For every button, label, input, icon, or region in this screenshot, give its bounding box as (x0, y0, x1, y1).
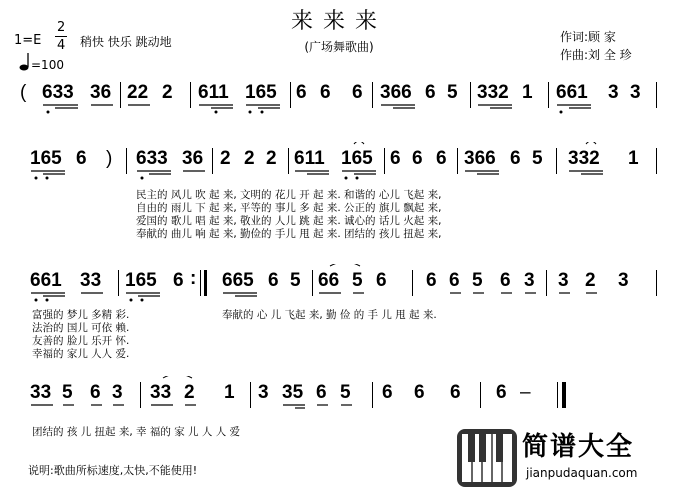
note-group: 661 (30, 270, 62, 291)
note-group: 2 (162, 82, 173, 103)
note: 5 (447, 82, 458, 103)
note: 1 (224, 382, 235, 403)
time-signature-top: 2 (57, 20, 66, 35)
note: 3 (630, 82, 641, 103)
note: 1 (522, 82, 533, 103)
note: 2 (266, 148, 277, 169)
note: 5 (340, 382, 351, 403)
lyric-line: 奉献的 曲儿 响 起 来, 勤俭的 手儿 甩 起 来. 团结的 孩儿 扭起 来, (136, 228, 442, 240)
note: 6 (425, 82, 436, 103)
note-group: 633 (136, 148, 168, 169)
note: 6 (449, 270, 460, 291)
site-url: jianpudaquan.com (526, 466, 638, 480)
note: 6 (76, 148, 87, 169)
note-group: 33 (80, 270, 102, 291)
note: 6 (376, 270, 387, 291)
score-line-4 (0, 376, 678, 416)
note: 3 (524, 270, 535, 291)
note: 6 (382, 382, 393, 403)
note-group: ( (20, 82, 27, 103)
note: 3 (608, 82, 619, 103)
note-group: 611 (198, 82, 229, 103)
note: 6 (500, 270, 511, 291)
rhythm-underlines (0, 142, 678, 182)
note: 6 (414, 382, 425, 403)
note: 6 (510, 148, 521, 169)
note: 2 (585, 270, 596, 291)
lyric-line: 幸福的 家儿 人人 爱. (32, 348, 130, 360)
lyric-line: 富强的 梦儿 多精 彩. (32, 309, 130, 321)
tempo-mood: 稍快 快乐 跳动地 (80, 35, 172, 49)
rhythm-underlines (0, 76, 678, 116)
note: 5 (472, 270, 483, 291)
note: 5 (352, 270, 363, 291)
note-group: 165 (125, 270, 157, 291)
note-group: 332 (477, 82, 509, 103)
note: 6 (173, 270, 184, 291)
rhythm-underlines (0, 264, 678, 304)
note: 2 (184, 382, 195, 403)
lyric-line: 爱国的 歌儿 唱 起 来, 敬业的 人儿 跳 起 来. 诚心的 话儿 火起 来, (136, 215, 442, 227)
lyric-line: 奉献的 心 儿 飞起 来, 勤 俭 的 手 儿 甩 起 来. (222, 309, 437, 321)
note-group: 36 (90, 82, 112, 103)
rhythm-underlines (0, 376, 678, 416)
note: 5 (532, 148, 543, 169)
note-group: 165 (341, 148, 373, 169)
note: 6 (390, 148, 401, 169)
song-subtitle: (广场舞歌曲) (304, 40, 374, 54)
lyricist: 作词:顾 家 (560, 30, 616, 44)
note: 3 (558, 270, 569, 291)
time-signature-line (55, 36, 67, 37)
lyric-line: 法治的 国儿 可依 赖. (32, 322, 130, 334)
note: 6 (316, 382, 327, 403)
note: 6 (450, 382, 461, 403)
note-group: 33 (30, 382, 52, 403)
note: 3 (618, 270, 629, 291)
footnote: 说明:歌曲所标速度,太快,不能使用! (28, 464, 198, 477)
note: 1 (628, 148, 639, 169)
tempo-value: =100 (31, 58, 64, 72)
note: 2 (244, 148, 255, 169)
dash: – (520, 382, 531, 403)
note: 5 (62, 382, 73, 403)
note-group: 665 (222, 270, 254, 291)
note-group: 22 (127, 82, 149, 103)
note: 5 (290, 270, 301, 291)
note-group: 611 (294, 148, 325, 169)
score-line-3 (0, 264, 678, 304)
note-group: 366 (380, 82, 412, 103)
song-title: 来来来 (290, 9, 387, 34)
lyric-line: 自由的 雨儿 下 起 来, 平等的 事儿 多 起 来. 公正的 旗儿 飘起 来, (136, 202, 442, 214)
composer: 作曲:刘 全 珍 (560, 48, 632, 62)
note-group: 33 (150, 382, 172, 403)
lyric-line: 友善的 脸儿 乐开 怀. (32, 335, 130, 347)
note: 3 (112, 382, 123, 403)
note: 6 (496, 382, 507, 403)
site-logo (456, 428, 518, 492)
note-group: ) (106, 148, 113, 169)
score-line-2 (0, 142, 678, 182)
note-group: 165 (245, 82, 277, 103)
lyric-line: 团结的 孩 儿 扭起 来, 幸 福的 家 儿 人 人 爱 (32, 426, 241, 438)
score-line-1 (0, 76, 678, 116)
note-group: 332 (568, 148, 600, 169)
piano-keys-icon (456, 428, 518, 488)
time-signature-bottom: 4 (57, 38, 66, 53)
note: 6 (268, 270, 279, 291)
key-signature: 1=E (14, 33, 42, 48)
quarter-note-icon (18, 52, 30, 76)
note-group: 633 (42, 82, 74, 103)
note-group: 661 (556, 82, 588, 103)
note: 6 (90, 382, 101, 403)
note-group: 165 (30, 148, 62, 169)
repeat-dots: : (190, 268, 197, 289)
note: 2 (220, 148, 231, 169)
note-group: 66 (318, 270, 340, 291)
note: 6 (320, 82, 331, 103)
note: 3 (258, 382, 269, 403)
note: 6 (412, 148, 423, 169)
note: 6 (352, 82, 363, 103)
note-group: 36 (182, 148, 204, 169)
note: 6 (296, 82, 307, 103)
note-group: 366 (464, 148, 496, 169)
note: 6 (426, 270, 437, 291)
note: 6 (436, 148, 447, 169)
site-brand: 简谱大全 (522, 432, 635, 462)
note-group: 35 (282, 382, 304, 403)
lyric-line: 民主的 风儿 吹 起 来, 文明的 花儿 开 起 来. 和谐的 心儿 飞起 来, (136, 189, 442, 201)
